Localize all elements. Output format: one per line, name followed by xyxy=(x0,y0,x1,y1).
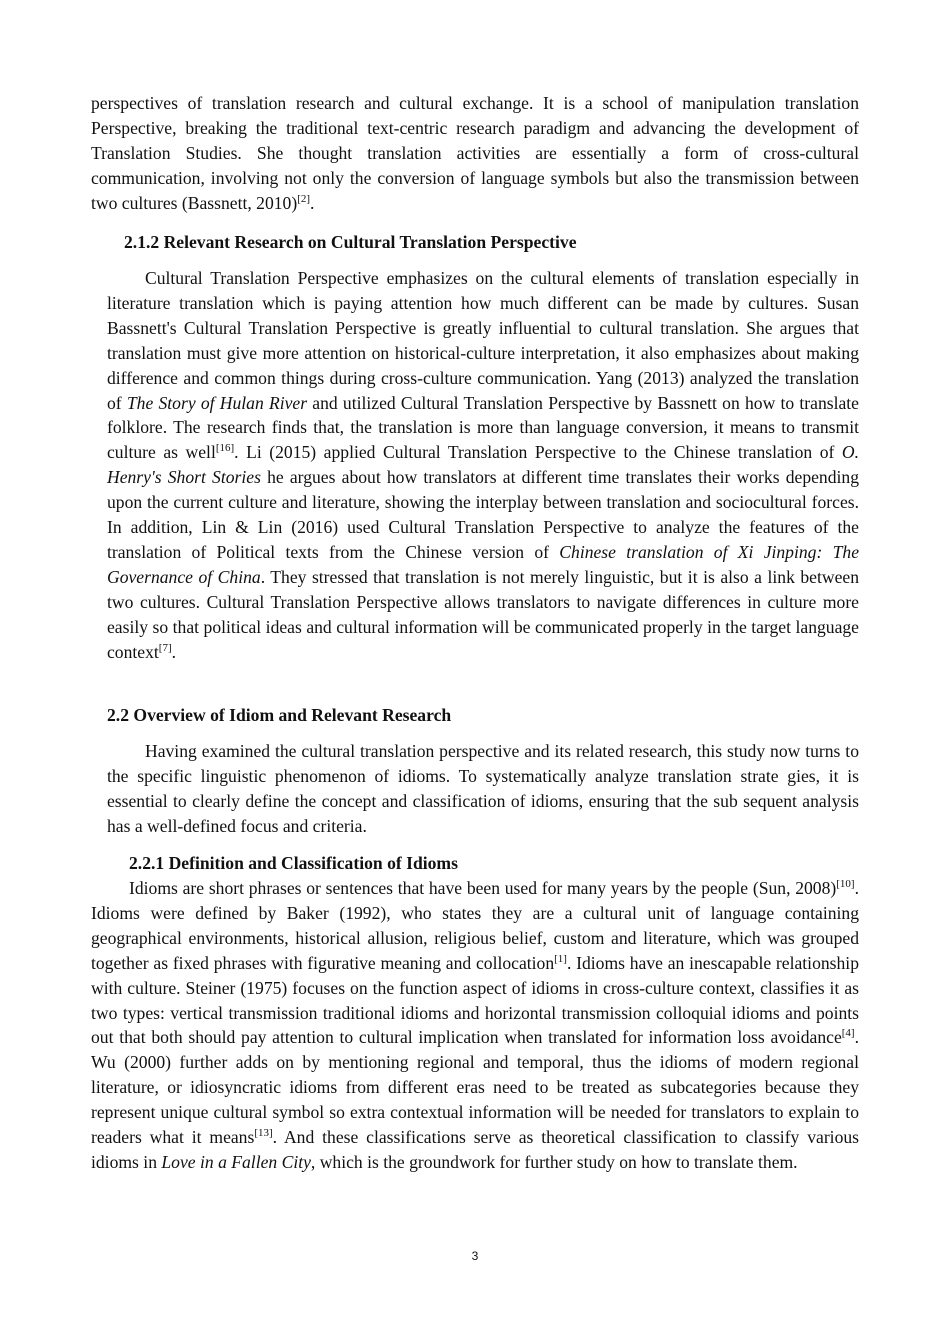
paragraph-intro-continuation xyxy=(91,91,859,216)
paragraph-text: . And these classifications serve as theoretical classification to classify various idioms in xyxy=(91,1127,860,1172)
paragraph-text: . xyxy=(310,192,315,213)
paragraph-text: . Idioms were defined by Baker (1992), who states they are a cultural unit of language containing geographical environments, historical allusion, religious belief, custom and literature, which was grouped together as fixed phrases with figurative meaning and collocation xyxy=(91,878,859,973)
paragraph-text: perspectives of translation research and cultural exchange. It is a school of manipulation translation Perspective, breaking the traditional text-centric research paradigm and advancing the development of Translation Studies. She thought translation activities are essentially a form of cross-cultural communication, involving not only the conversion of language symbols but also the transmission between two cultures (Bassnett, 2010) xyxy=(91,93,859,213)
paragraph-text: he argues about how translators at different time translates their works depending upon the current culture and literature, showing the interplay between translation and sociocultural forces. In addition, Lin & Lin (2016) used Cultural Translation Perspective to analyze the features of the translation of Political texts from the Chinese version of xyxy=(107,467,859,562)
paragraph-text: Idioms are short phrases or sentences that have been used for many years by the people (Sun, 2008) xyxy=(129,878,837,898)
paragraph-cultural-translation-research xyxy=(107,266,859,665)
paragraph-text: . Idioms have an inescapable relationship with culture. Steiner (1975) focuses on the function aspect of idioms in cross-culture context, classifies it as two types: vertical transmission traditional idioms and horizontal transmission colloquial idioms and points out that both should pay attention to cultural implication when translated for information loss avoidance xyxy=(91,952,859,1048)
paragraph-text: . Wu (2000) further adds on by mentioning regional and temporal, thus the idioms of modern regional literature, or idiosyncratic idioms from different eras need to be treated as subcategories because they represent unique cultural symbol so extra contextual information will be needed for translators to explain to readers what it means xyxy=(91,1027,859,1148)
paragraph-idiom-overview: Having examined the cultural translation perspective and its related research, this study now turns to the specific linguistic phenomenon of idioms. To systematically analyze translation strate gies, it is essential to clearly define the concept and classification of idioms, ensuring that the sub sequent analysis has a well-defined focus and criteria. xyxy=(107,741,859,836)
citation-ref: [1] xyxy=(554,952,567,965)
page-number: 3 xyxy=(471,1249,479,1263)
citation-ref: [7] xyxy=(158,641,172,654)
section-heading-2-1-2: 2.1.2 Relevant Research on Cultural Translation Perspective xyxy=(124,232,577,252)
paragraph-text: , which is the groundwork for further study on how to translate them. xyxy=(310,1151,798,1172)
paragraph-text: . xyxy=(171,641,177,662)
paragraph-text: and utilized Cultural Translation Perspective by Bassnett on how to translate folklore. The research finds that, the translation is more than language conversion, it means to transmit culture as well xyxy=(107,392,859,463)
book-title: The Story of Hulan River xyxy=(126,392,308,413)
paragraph-text: Cultural Translation Perspective emphasizes on the cultural elements of translation especially in literature translation which is paying attention how much different can be made by cultures. Susan Bassnett's Cultural Translation Perspective is greatly influential to cultural translation. She argues that translation must give more attention on historical-culture interpretation, it also emphasizes about making difference and common things during cross-culture communication. Yang (2013) analyzed the translation of xyxy=(107,268,859,413)
citation-ref: [2] xyxy=(297,192,311,205)
citation-ref: [16] xyxy=(215,442,235,455)
book-title: O. Henry's Short Stories xyxy=(107,442,860,488)
paragraph-idiom-definition xyxy=(91,876,859,1175)
paragraph-text: . They stressed that translation is not merely linguistic, but it is also a link between two cultures. Cultural Translation Perspective allows translators to navigate differences in culture more easily so that political ideas and cultural information will be communicated properly in the target language context xyxy=(107,566,859,662)
book-title: Love in a Fallen City xyxy=(161,1151,311,1172)
citation-ref: [10] xyxy=(836,878,855,891)
section-heading-2-2-1: 2.2.1 Definition and Classification of Idioms xyxy=(129,853,458,873)
section-heading-2-2: 2.2 Overview of Idiom and Relevant Research xyxy=(107,705,452,725)
citation-ref: [13] xyxy=(254,1127,273,1140)
citation-ref: [4] xyxy=(841,1027,855,1040)
paragraph-text: . Li (2015) applied Cultural Translation Perspective to the Chinese translation of xyxy=(234,442,842,463)
book-title: Chinese translation of Xi Jinping: The Governance of China xyxy=(107,541,860,587)
